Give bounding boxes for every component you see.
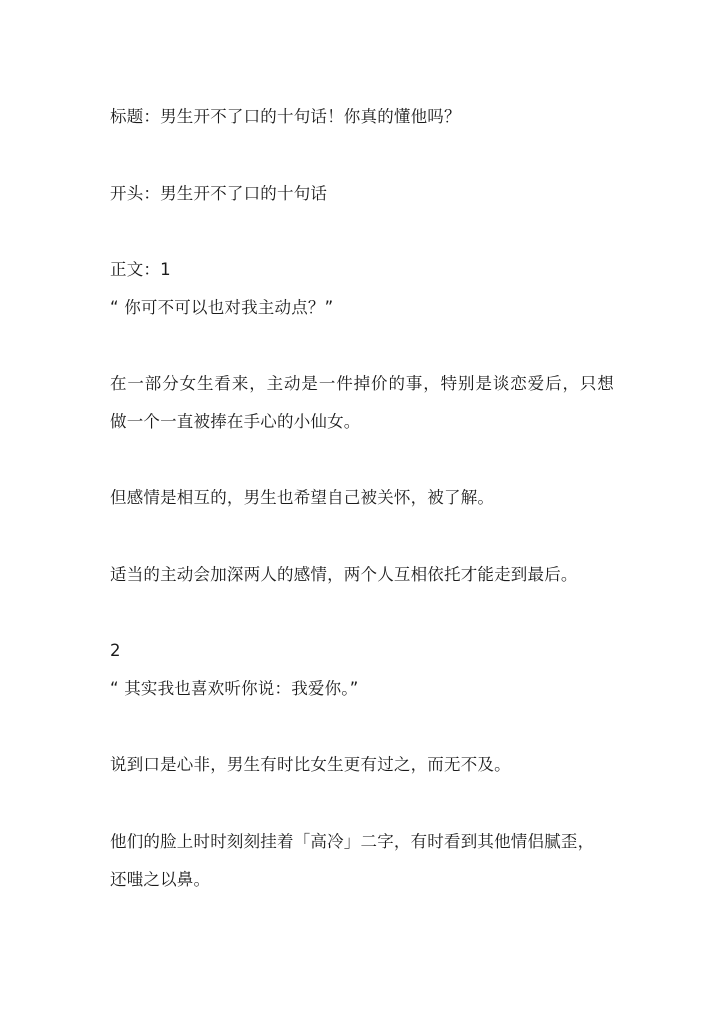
section1-paragraph1-line1: 在一部分女生看来，主动是一件掉价的事，特别是谈恋爱后，只想 — [110, 374, 614, 393]
section2-paragraph2-line2: 还嗤之以鼻。 — [110, 870, 211, 889]
body-label: 正文：1 — [110, 260, 171, 279]
section2-paragraph2-line1: 他们的脸上时时刻刻挂着「高冷」二字，有时看到其他情侣腻歪， — [110, 832, 595, 851]
section1-paragraph2: 但感情是相互的，男生也希望自己被关怀，被了解。 — [110, 488, 495, 507]
section2-number: 2 — [110, 641, 121, 660]
section1-quote: “ 你可不可以也对我主动点？” — [110, 298, 334, 317]
section1-paragraph1-line2: 做一个一直被捧在手心的小仙女。 — [110, 412, 361, 431]
opening-line: 开头：男生开不了口的十句话 — [110, 184, 328, 203]
title-line: 标题：男生开不了口的十句话！你真的懂他吗？ — [110, 107, 461, 126]
section2-quote: “ 其实我也喜欢听你说：我爱你。” — [110, 679, 359, 698]
section2-paragraph1: 说到口是心非，男生有时比女生更有过之，而无不及。 — [110, 755, 511, 774]
section1-paragraph3: 适当的主动会加深两人的感情，两个人互相依托才能走到最后。 — [110, 565, 578, 584]
